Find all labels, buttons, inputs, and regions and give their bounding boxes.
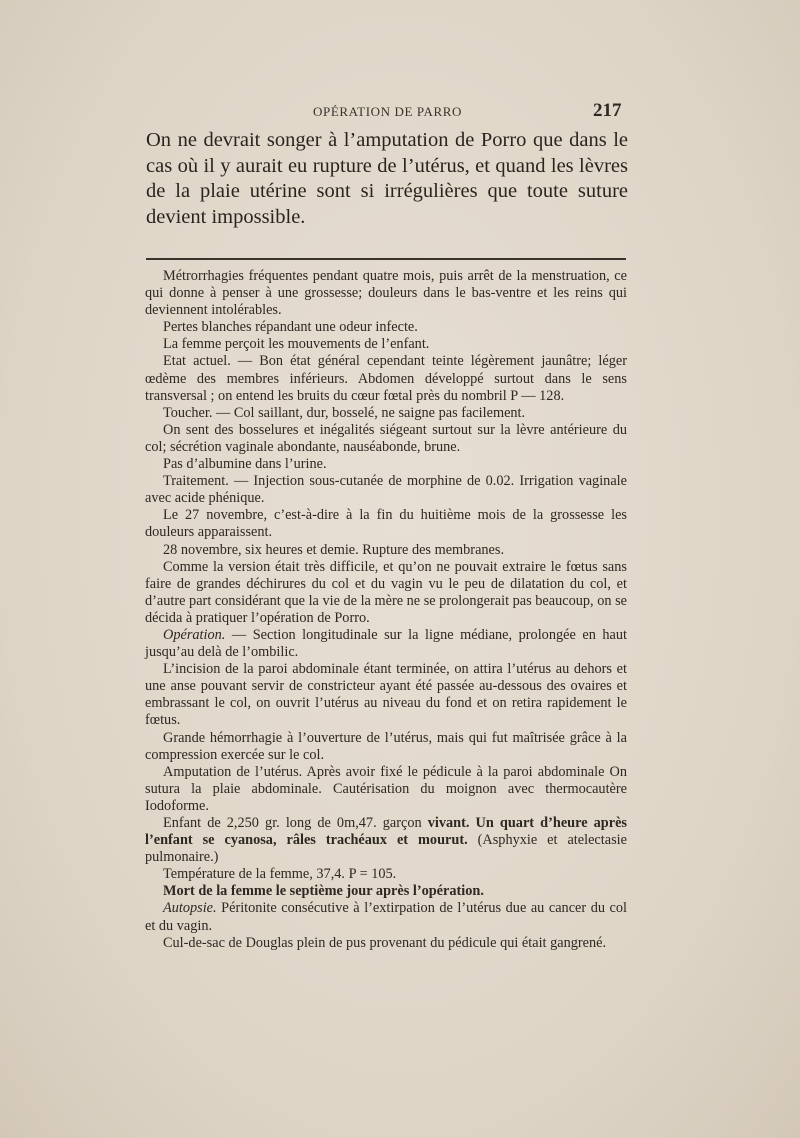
lead-paragraph <box>146 128 628 230</box>
page-number: 217 <box>593 100 622 121</box>
paragraph: Métrorrhagies fréquentes pendant quatre mois, puis arrêt de la menstruation, ce qui donne à penser à une grossesse; douleurs dans le bas-ventre et les reins qui deviennent intolérables. <box>145 268 627 319</box>
paragraph: Comme la version était très difficile, et qu’on ne pouvait extraire le fœtus sans faire de grandes déchirures du col et du vagin vu le peu de dilatation du col, et d’autre part considérant que la vie de la mère ne se prolongerait pas beaucoup, on se décida à pratiquer l’opération de Porro. <box>145 558 627 626</box>
running-head <box>0 100 800 124</box>
paragraph: Traitement. — Injection sous-cutanée de morphine de 0.02. Irrigation vaginale avec acide phénique. <box>145 473 627 507</box>
paragraph: Pertes blanches répandant une odeur infecte. <box>163 319 418 336</box>
bold-passage: vivant. Un quart d’heure après l’enfant se cyanosa, râles trachéaux et mourut. <box>145 815 627 849</box>
paragraph: Toucher. — Col saillant, dur, bosselé, ne saigne pas facilement. <box>163 404 526 421</box>
paragraph-death-note: Mort de la femme le septième jour après l’opération. <box>163 883 484 900</box>
paragraph: Autopsie. Péritonite consécutive à l’extirpation de l’utérus due au cancer du col et du vagin. <box>145 900 627 934</box>
section-label: Autopsie. <box>163 900 217 917</box>
paragraph: L’incision de la paroi abdominale étant terminée, on attira l’utérus au dehors et une anse pouvant servir de constricteur ayant été passée au-dessous des ovaires et embrassant le col, on ouvrit l’utérus au niveau du fond et on retira rapidement le fœtus. <box>145 661 627 729</box>
section-divider <box>146 258 626 260</box>
paragraph: Amputation de l’utérus. Après avoir fixé le pédicule à la paroi abdominale On sutura la plaie abdominale. Cautérisation du moignon avec thermocautère Iodoforme. <box>145 763 627 814</box>
section-label: Opération. <box>163 626 226 643</box>
paragraph: Etat actuel. — Bon état général cependant teinte légèrement jaunâtre; léger œdème des membres inférieurs. Abdomen développé surtout dans le sens transversal ; on entend les bruits du cœur fœtal près du nombril P — 128. <box>145 353 627 404</box>
paragraph: 28 novembre, six heures et demie. Rupture des membranes. <box>163 541 505 558</box>
paragraph: Enfant de 2,250 gr. long de 0m,47. garçon vivant. Un quart d’heure après l’enfant se cyanosa, râles trachéaux et mourut. (Asphyxie et atelectasie pulmonaire.) <box>145 815 627 866</box>
paragraph: On sent des bosselures et inégalités siégeant surtout sur la lèvre antérieure du col; sécrétion vaginale abondante, nauséabonde, brune. <box>145 421 627 455</box>
paragraph: Grande hémorrhagie à l’ouverture de l’utérus, mais qui fut maîtrisée grâce à la compression exercée sur le col. <box>145 729 627 763</box>
paragraph: Opération. — Section longitudinale sur la ligne médiane, prolongée en haut jusqu’au delà de l’ombilic. <box>145 626 627 661</box>
paragraph: Pas d’albumine dans l’urine. <box>163 456 327 473</box>
paragraph: Cul-de-sac de Douglas plein de pus provenant du pédicule qui était gangrené. <box>163 934 607 951</box>
case-report <box>145 268 627 952</box>
paragraph: Température de la femme, 37,4. P = 105. <box>163 866 397 883</box>
paragraph: La femme perçoit les mouvements de l’enfant. <box>163 336 430 353</box>
lead-text: On ne devrait songer à l’amputation de Porro que dans le cas où il y aurait eu rupture de l’utérus, et quand les lèvres de la plaie utérine sont si irrégulières que toute suture devient impossible. <box>146 129 628 228</box>
running-title: OPÉRATION DE PARRO <box>313 104 463 119</box>
paragraph: Le 27 novembre, c’est-à-dire à la fin du huitième mois de la grossesse les douleurs apparaissent. <box>145 507 627 541</box>
